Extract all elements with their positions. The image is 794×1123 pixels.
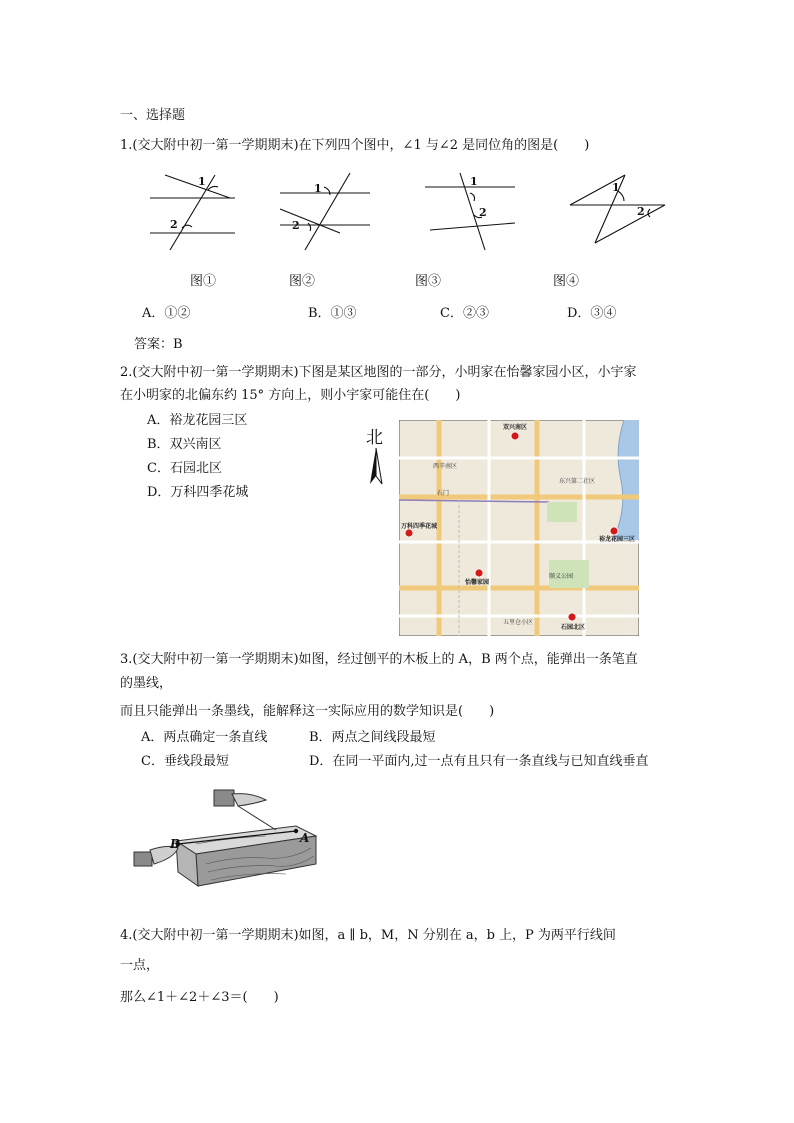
q3-board-figure: [126, 786, 326, 896]
map-label-wuli: 五里仓小区: [503, 619, 534, 626]
q3-point-b-label: B: [170, 837, 181, 851]
q1-figure-label-3: 图③: [415, 274, 442, 289]
map-label-wanke: 万科四季花城: [401, 523, 438, 530]
q3-stem-line3: 而且只能弹出一条墨线，能解释这一实际应用的数学知识是( ): [120, 704, 495, 719]
q3-option-c: C．垂线段最短: [141, 754, 229, 769]
q2-option-d: D．万科四季花城: [147, 485, 249, 500]
q1-option-b: B．①③: [308, 306, 357, 321]
q1-fig4-angle-2: 2: [637, 205, 645, 218]
q1-option-a: A．①②: [142, 306, 191, 321]
q1-fig2-angle-2: 2: [292, 219, 300, 232]
q1-figure-label-1: 图①: [190, 274, 217, 289]
q3-option-b: B．两点之间线段最短: [309, 730, 436, 745]
q1-answer: 答案：B: [134, 337, 183, 352]
map-label-shuangxing: 双兴南区: [503, 424, 528, 431]
q2-option-c: C．石园北区: [147, 461, 222, 476]
q2-option-b: B．双兴南区: [147, 437, 222, 452]
q1-fig3-angle-2: 2: [479, 206, 487, 219]
q1-fig1-angle-1: 1: [198, 175, 206, 188]
q2-option-a: A．裕龙花园三区: [147, 413, 248, 428]
north-arrow-icon: [366, 446, 386, 486]
q4-stem-line2: 一点，: [120, 958, 160, 973]
q1-option-c: C．②③: [440, 306, 489, 321]
q3-stem-line1: 3.(交大附中初一第一学期期末)如图，经过刨平的木板上的 A，B 两个点，能弹出一条笔直: [120, 652, 638, 667]
map-label-yixin: 怡馨家园: [465, 579, 490, 586]
map-label-shiyuan: 石园北区: [561, 624, 586, 631]
q1-figure-label-4: 图④: [553, 274, 580, 289]
q4-stem-line3: 那么∠1＋∠2＋∠3＝( ): [120, 990, 279, 1005]
q1-figures: [140, 165, 680, 255]
q2-stem-line2: 在小明家的北偏东约 15° 方向上，则小宇家可能住在( ): [120, 388, 461, 403]
q1-fig1-angle-2: 2: [170, 218, 178, 231]
q1-fig3-angle-1: 1: [470, 175, 478, 188]
q1-figure-label-2: 图②: [289, 274, 316, 289]
map-label-shunyi-park: 顺义公园: [549, 573, 574, 580]
q1-figure-2: [280, 173, 370, 250]
q1-fig2-angle-1: 1: [314, 182, 322, 195]
q1-figure-1: [150, 175, 235, 250]
map-label-dongxing: 东兴第二社区: [559, 478, 596, 485]
map-label-xiqian: 西辛南区: [433, 463, 458, 470]
q1-stem: 1.(交大附中初一第一学期期末)在下列四个图中，∠1 与∠2 是同位角的图是( ): [120, 138, 590, 153]
q3-option-d: D．在同一平面内,过一点有且只有一条直线与已知直线垂直: [309, 754, 649, 769]
q2-map: [399, 420, 639, 636]
q1-option-d: D．③④: [567, 306, 617, 321]
map-label-yulong: 裕龙花园三区: [599, 536, 636, 543]
north-label: 北: [366, 428, 383, 448]
q3-stem-line2: 的墨线，: [120, 676, 173, 691]
map-label-shimen: 石门: [437, 490, 450, 497]
q4-stem-line1: 4.(交大附中初一第一学期期末)如图，a ∥ b，M，N 分别在 a，b 上，P 为两平行线间: [120, 928, 616, 943]
q2-stem-line1: 2.(交大附中初一第一学期期末)下图是某区地图的一部分，小明家在怡馨家园小区，小宇家: [120, 365, 637, 380]
q3-point-a-label: A: [300, 831, 310, 845]
q1-fig4-angle-1: 1: [612, 181, 620, 194]
q3-option-a: A．两点确定一条直线: [141, 730, 268, 745]
section-title: 一、选择题: [120, 108, 186, 123]
